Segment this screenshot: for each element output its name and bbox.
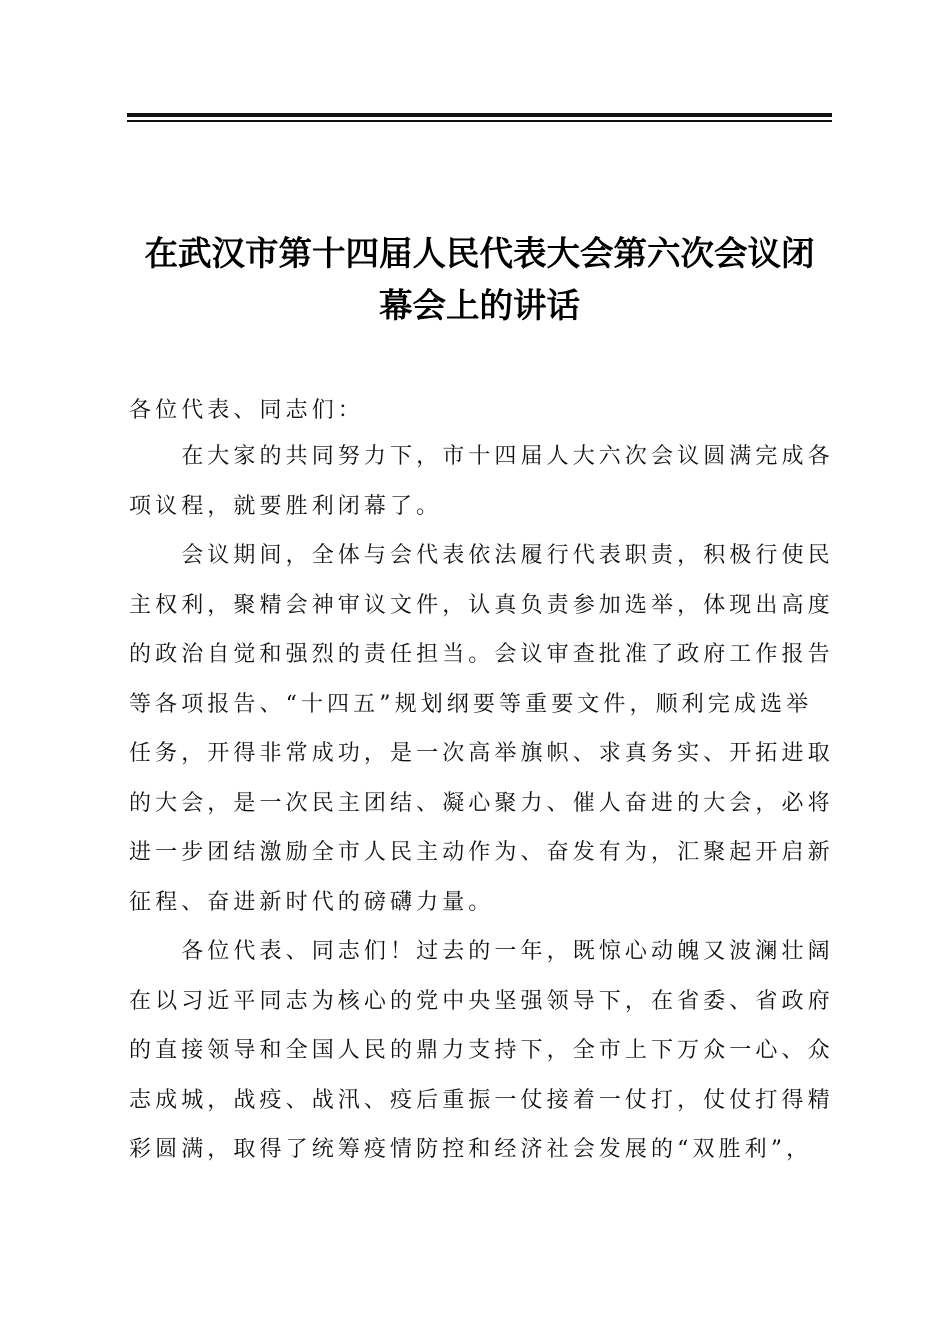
greeting-text: 各位代表、同志们： <box>129 398 364 423</box>
paragraph-line: 征程、奋进新时代的磅礴力量。 <box>129 889 495 915</box>
title-line-2: 幕会上的讲话 <box>379 286 580 325</box>
paragraph-line: 在以习近平同志为核心的党中央坚强领导下，在省委、省政府 <box>129 988 834 1014</box>
paragraph-line: 主权利，聚精会神审议文件，认真负责参加选举，体现出高度 <box>129 592 834 618</box>
paragraph-2 <box>129 531 834 927</box>
paragraph-line: 各位代表、同志们！过去的一年，既惊心动魄又波澜壮阔 <box>129 939 834 964</box>
document-title <box>127 228 832 332</box>
header-rule-thick <box>127 113 832 117</box>
paragraph-line: 会议期间，全体与会代表依法履行代表职责，积极行使民 <box>129 543 834 568</box>
paragraph-line: 项议程，就要胜利闭幕了。 <box>129 493 443 519</box>
paragraph-line: 的政治自觉和强烈的责任担当。会议审查批准了政府工作报告 <box>129 642 834 667</box>
paragraph-3 <box>129 927 834 1175</box>
paragraph-line: 在大家的共同努力下，市十四届人大六次会议圆满完成各 <box>129 444 834 469</box>
paragraph-line: 志成城，战疫、战汛、疫后重振一仗接着一仗打，仗仗打得精 <box>129 1087 834 1113</box>
header-rule-thin <box>127 120 832 122</box>
paragraph-line: 彩圆满，取得了统筹疫情防控和经济社会发展的“双胜利”， <box>129 1137 813 1162</box>
greeting <box>129 386 834 436</box>
title-line-1: 在武汉市第十四届人民代表大会第六次会议闭 <box>144 234 815 273</box>
paragraph-line: 等各项报告、“十四五”规划纲要等重要文件，顺利完成选举 <box>129 691 813 717</box>
paragraph-line: 的大会，是一次民主团结、凝心聚力、催人奋进的大会，必将 <box>129 790 834 816</box>
paragraph-line: 的直接领导和全国人民的鼎力支持下，全市上下万众一心、众 <box>129 1038 834 1063</box>
paragraph-line: 任务，开得非常成功，是一次高举旗帜、求真务实、开拓进取 <box>129 741 834 766</box>
paragraph-1 <box>129 432 834 531</box>
paragraph-line: 进一步团结激励全市人民主动作为、奋发有为，汇聚起开启新 <box>129 840 834 865</box>
